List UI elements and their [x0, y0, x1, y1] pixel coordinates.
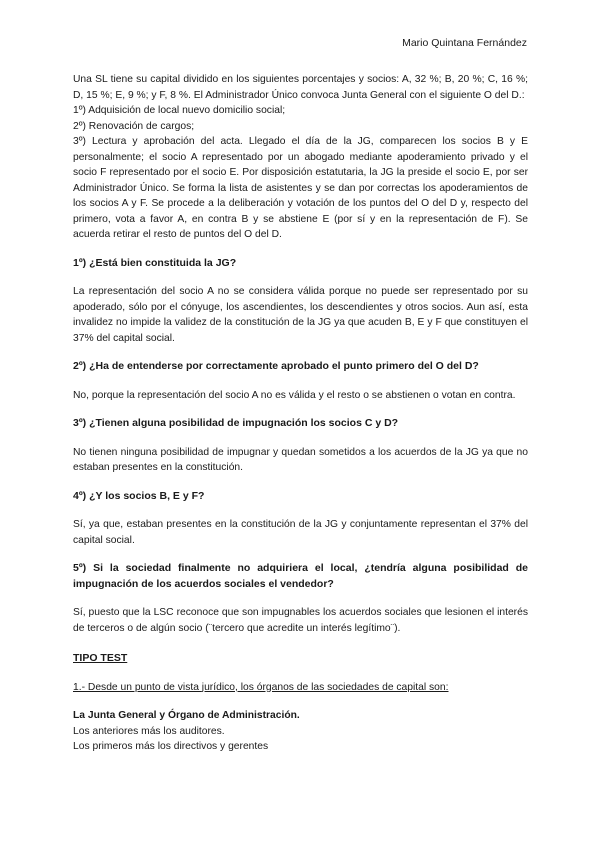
answer-2: No, porque la representación del socio A no es válida y el resto o se abstienen o votan en contra.: [73, 389, 516, 401]
agenda-item-2: 2º) Renovación de cargos;: [73, 120, 195, 132]
answer-5: Sí, puesto que la LSC reconoce que son impugnables los acuerdos sociales que lesionen el interés de terceros o de algún socio (¨tercero que acredite un interés legítimo¨).: [73, 607, 528, 634]
question-5: 5º) Si la sociedad finalmente no adquiriera el local, ¿tendría alguna posibilidad de impugnación de los acuerdos sociales el vendedor?: [73, 562, 528, 590]
answer-4: Sí, ya que, estaban presentes en la constitución de la JG y conjuntamente representan el 37% del capital social.: [73, 519, 528, 546]
test-heading: TIPO TEST: [73, 652, 128, 664]
question-3: 3º) ¿Tienen alguna posibilidad de impugnación los socios C y D?: [73, 417, 399, 429]
agenda-item-3: 3º) Lectura y aprobación del acta. Llegado el día de la JG, comparecen los socios B y E personalmente; el socio A representado por un abogado mediante apoderamiento privado y el socio F representado por el socio E. Por disposición estatutaria, la JG la preside el socio E, por ser Administrador Único. Se forma la lista de asistentes y se dan por correctas los apoderamientos de los socios A y F. Se procede a la deliberación y votación de los puntos del O del D y, respecto del primero, vota a favor A, en contra B y se abstiene E (por sí y en la representación de F). Se acuerda retirar el resto de puntos del O del D.: [73, 136, 528, 240]
test-option-2: Los anteriores más los auditores.: [73, 725, 225, 737]
test-question-1: 1.- Desde un punto de vista jurídico, los órganos de las sociedades de capital son:: [73, 681, 449, 693]
answer-1: La representación del socio A no se considera válida porque no puede ser representado por su apoderado, sólo por el cónyuge, los ascendientes, los descendientes y otros socios. Aun así, esta invalidez no impide la validez de la constitución de la JG ya que acuden B, E y F que constituyen el 37% del capital social.: [73, 286, 528, 344]
test-option-3: Los primeros más los directivos y gerentes: [73, 741, 269, 752]
document-body: [73, 72, 528, 755]
intro-paragraph: Una SL tiene su capital dividido en los siguientes porcentajes y socios: A, 32 %; B, 20 %; C, 16 %; D, 15 %; E, 9 %; y F, 8 %. El Administrador Único convoca Junta General con el siguiente O del D.:: [73, 74, 528, 101]
question-1: 1º) ¿Está bien constituida la JG?: [73, 256, 237, 269]
test-option-1: La Junta General y Órgano de Administración.: [73, 710, 300, 721]
agenda-item-1: 1º) Adquisición de local nuevo domicilio social;: [73, 105, 286, 116]
question-2: 2º) ¿Ha de entenderse por correctamente aprobado el punto primero del O del D?: [73, 360, 479, 372]
answer-3: No tienen ninguna posibilidad de impugnar y quedan sometidos a los acuerdos de la JG ya que no estaban presentes en la constitución.: [73, 446, 528, 473]
author-name: Mario Quintana Fernández: [402, 37, 527, 49]
question-4: 4º) ¿Y los socios B, E y F?: [73, 489, 205, 502]
